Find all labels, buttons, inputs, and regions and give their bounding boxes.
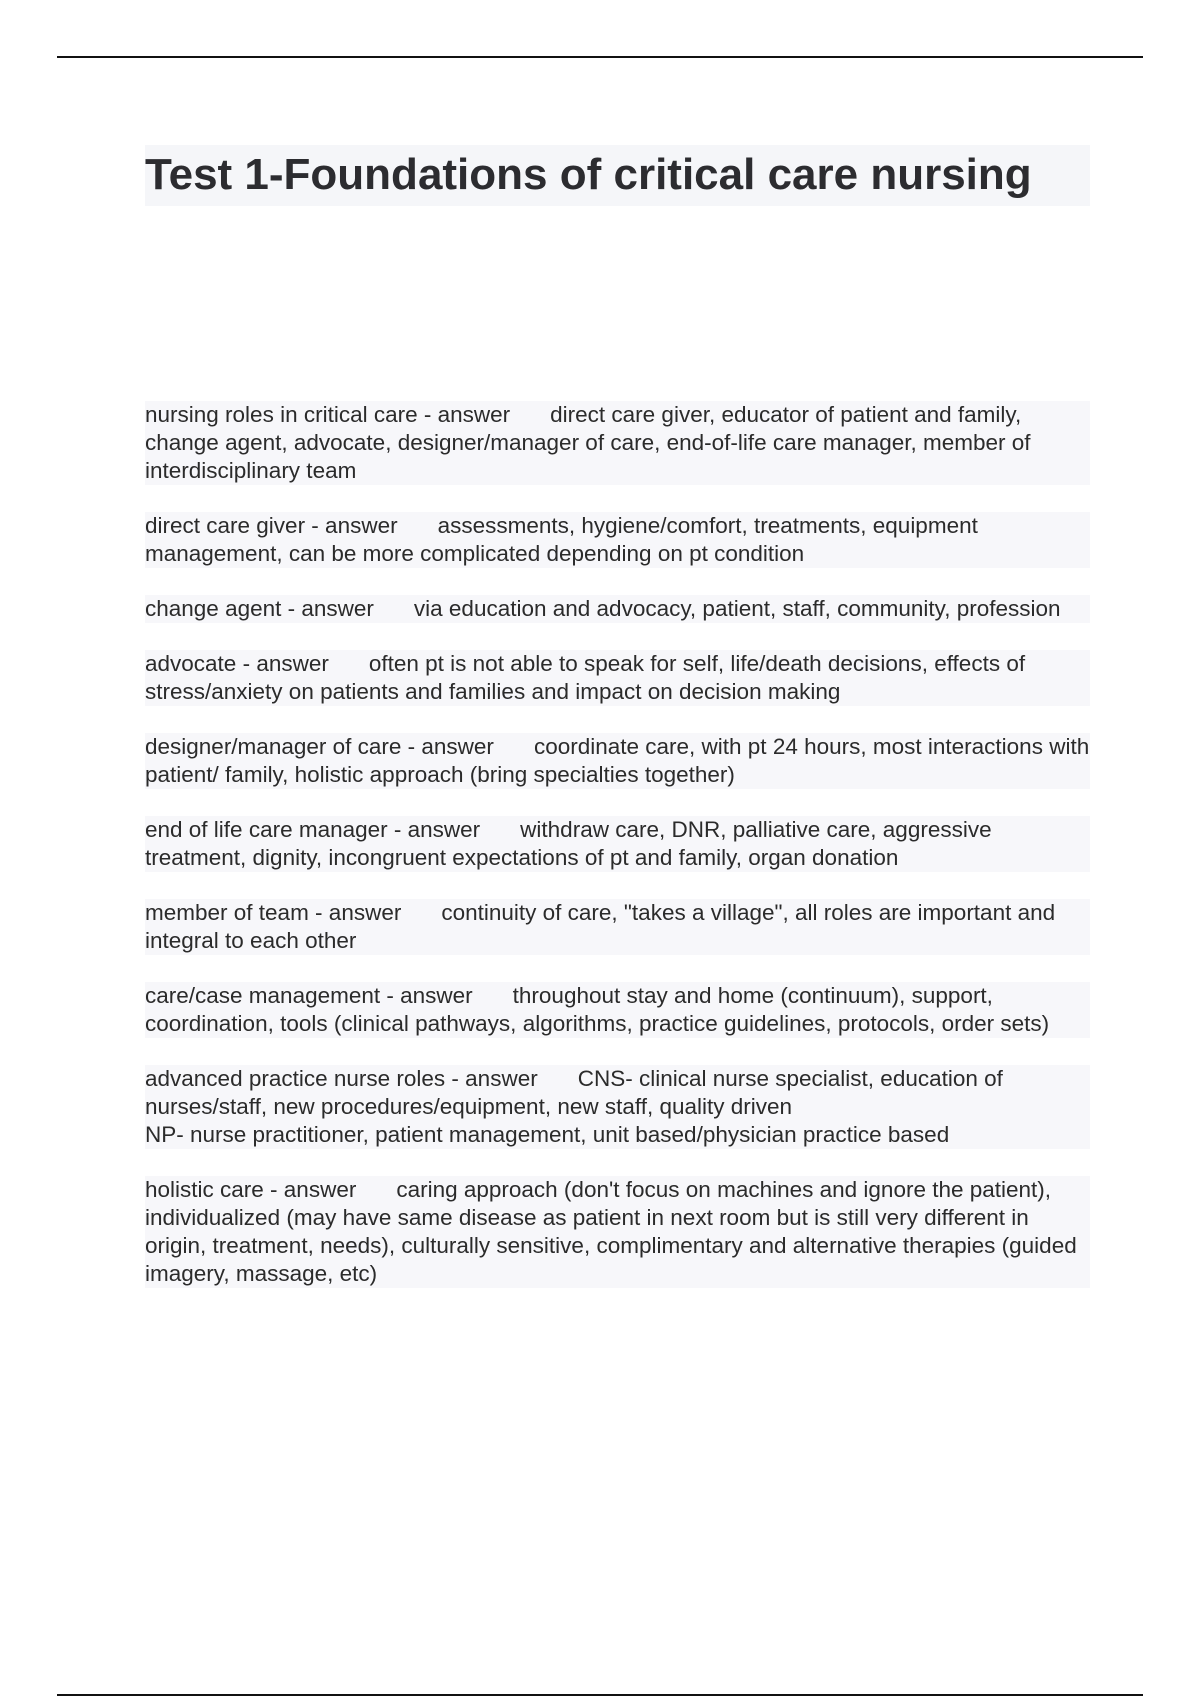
flashcard-term: advanced practice nurse roles - answer	[145, 1066, 538, 1091]
flashcard-term: advocate - answer	[145, 651, 329, 676]
flashcard-term: designer/manager of care - answer	[145, 734, 494, 759]
flashcard-list	[145, 401, 1090, 1288]
flashcard	[145, 816, 1090, 872]
top-rule	[57, 56, 1143, 58]
flashcard-term: holistic care - answer	[145, 1177, 357, 1202]
flashcard-answer: direct care giver, educator of patient and family, change agent, advocate, designer/manager of care, end-of-life care manager, member of interdisciplinary team	[145, 402, 1031, 483]
flashcard-answer: assessments, hygiene/comfort, treatments, equipment management, can be more complicated depending on pt condition	[145, 513, 978, 566]
flashcard-term: nursing roles in critical care - answer	[145, 402, 511, 427]
flashcard	[145, 650, 1090, 706]
flashcard	[145, 982, 1090, 1038]
flashcard	[145, 1176, 1090, 1288]
flashcard	[145, 899, 1090, 955]
flashcard-answer: CNS- clinical nurse specialist, education of nurses/staff, new procedures/equipment, new staff, quality driven NP- nurse practitioner, patient management, unit based/physician practice based	[145, 1066, 1003, 1147]
flashcard-term: change agent - answer	[145, 596, 374, 621]
flashcard	[145, 1065, 1090, 1149]
flashcard	[145, 512, 1090, 568]
flashcard	[145, 733, 1090, 789]
flashcard-answer: coordinate care, with pt 24 hours, most interactions with patient/ family, holistic approach (bring specialties together)	[145, 734, 1090, 787]
page-title: Test 1-Foundations of critical care nursing	[145, 150, 1032, 199]
flashcard	[145, 401, 1090, 485]
flashcard-answer: via education and advocacy, patient, staff, community, profession	[413, 596, 1061, 621]
flashcard-term: member of team - answer	[145, 900, 402, 925]
flashcard-answer: throughout stay and home (continuum), support, coordination, tools (clinical pathways, algorithms, practice guidelines, protocols, order sets)	[145, 983, 1050, 1036]
title-block	[145, 145, 1090, 206]
flashcard	[145, 595, 1090, 623]
document-body	[145, 145, 1090, 1315]
flashcard-term: direct care giver - answer	[145, 513, 398, 538]
flashcard-answer: withdraw care, DNR, palliative care, aggressive treatment, dignity, incongruent expectations of pt and family, organ donation	[145, 817, 992, 870]
flashcard-answer: continuity of care, "takes a village", all roles are important and integral to each other	[145, 900, 1056, 953]
flashcard-term: end of life care manager - answer	[145, 817, 481, 842]
bottom-rule	[57, 1694, 1143, 1696]
flashcard-answer: caring approach (don't focus on machines and ignore the patient), individualized (may have same disease as patient in next room but is still very different in origin, treatment, needs), culturally sensitive, complimentary and alternative therapies (guided imagery, massage, etc)	[145, 1177, 1077, 1286]
flashcard-answer: often pt is not able to speak for self, life/death decisions, effects of stress/anxiety on patients and families and impact on decision making	[145, 651, 1026, 704]
flashcard-term: care/case management - answer	[145, 983, 473, 1008]
